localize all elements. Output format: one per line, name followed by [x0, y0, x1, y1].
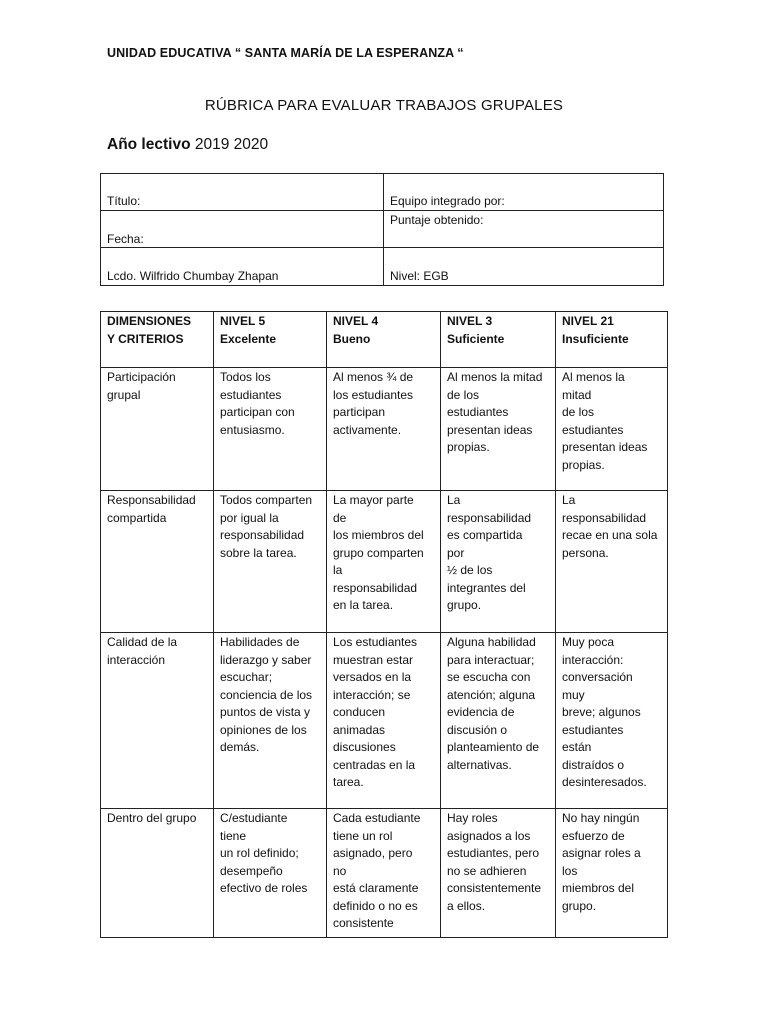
cell-text-line: la: [333, 563, 343, 577]
info-nivel: Nivel: EGB: [384, 248, 664, 286]
cell-text-line: Cada estudiante: [333, 811, 421, 825]
rubric-row-participacion-level-4-cell: [327, 368, 441, 491]
cell-text-line: estudiantes: [562, 422, 624, 437]
cell-text-line: estudiantes: [447, 405, 509, 419]
cell-text-line: interacción:: [562, 652, 624, 667]
cell-text-line: de: [333, 510, 347, 525]
cell-text-line: demás.: [220, 740, 260, 754]
cell-text-line: para interactuar;: [447, 652, 535, 667]
cell-text-line: Alguna habilidad: [447, 635, 536, 649]
rubric-header-row-level-21-cell: [556, 312, 668, 368]
cell-text-line: Responsabilidad: [107, 493, 196, 507]
rubric-header-row-criteria-cell: [101, 312, 214, 368]
info-fecha: Fecha:: [101, 211, 384, 248]
cell-text-line: NIVEL 5: [220, 314, 266, 328]
cell-text-line: DIMENSIONES: [107, 314, 192, 328]
cell-text-line: está claramente: [333, 881, 419, 895]
cell-text-line: La mayor parte: [333, 493, 414, 507]
cell-text-line: Al menos la: [562, 370, 625, 384]
cell-text-line: Los estudiantes: [333, 635, 418, 649]
cell-text-line: consistentemente: [447, 881, 542, 895]
cell-text-line: responsabilidad: [220, 528, 305, 542]
cell-text-line: Al menos ¾ de: [333, 370, 414, 384]
rubric-row-interaccion: [101, 633, 668, 809]
cell-text-line: Excelente: [220, 331, 277, 346]
rubric-row-participacion-level-5-cell: [214, 368, 327, 491]
cell-text-line: participan: [333, 405, 386, 419]
cell-text-line: desinteresados.: [562, 775, 647, 789]
cell-text-line: liderazgo y saber: [220, 652, 312, 667]
cell-text-line: responsabilidad: [333, 580, 418, 595]
cell-text-line: tiene: [220, 828, 247, 843]
rubric-row-roles-level-21-cell: [556, 809, 668, 938]
year-label: Año lectivo: [107, 136, 191, 153]
cell-text-line: Insuficiente: [562, 331, 629, 346]
rubric-row-responsabilidad-level-5-cell: [214, 491, 327, 633]
cell-text-line: grupo comparten: [333, 545, 424, 560]
cell-text-line: puntos de vista y: [220, 705, 311, 719]
cell-text-line: los estudiantes: [333, 387, 414, 402]
cell-text-line: grupo.: [447, 598, 482, 612]
cell-text-line: Dentro del grupo: [107, 811, 197, 825]
cell-text-line: planteamiento de: [447, 740, 540, 754]
cell-text-line: NIVEL 4: [333, 314, 379, 328]
cell-text-line: definido o no es: [333, 898, 418, 913]
cell-text-line: NIVEL 21: [562, 314, 614, 328]
cell-text-line: por: [447, 545, 465, 560]
rubric-body: [101, 312, 668, 938]
rubric-row-interaccion-level-4-cell: [327, 633, 441, 809]
cell-text-line: Todos comparten: [220, 493, 313, 507]
document-title: RÚBRICA PARA EVALUAR TRABAJOS GRUPALES: [204, 97, 564, 114]
rubric-row-roles-level-3-cell: [441, 809, 556, 938]
cell-text-line: interacción: [107, 652, 166, 667]
cell-text-line: alternativas.: [447, 757, 512, 772]
year-value: 2019 2020: [194, 136, 269, 153]
cell-text-line: presentan ideas: [447, 422, 533, 437]
cell-text-line: presentan ideas: [562, 440, 648, 454]
cell-text-line: conciencia de los: [220, 687, 313, 702]
cell-text-line: No hay ningún: [562, 811, 640, 825]
cell-text-line: propias.: [562, 457, 605, 472]
info-titulo: Título:: [101, 174, 384, 211]
cell-text-line: mitad: [562, 387, 592, 402]
cell-text-line: asignado, pero: [333, 846, 413, 860]
rubric-header-row-level-5-cell: [214, 312, 327, 368]
cell-text-line: Hay roles: [447, 811, 498, 825]
rubric-row-participacion-level-21-cell: [556, 368, 668, 491]
cell-text-line: de los: [447, 387, 480, 402]
school-year: [107, 136, 268, 154]
cell-text-line: desempeño: [220, 863, 283, 878]
cell-text-line: distraídos o: [562, 757, 625, 772]
cell-text-line: recae en una sola: [562, 528, 658, 542]
cell-text-line: los miembros del: [333, 528, 424, 542]
rubric-row-responsabilidad-level-21-cell: [556, 491, 668, 633]
cell-text-line: Al menos la mitad: [447, 370, 543, 384]
cell-text-line: estudiantes, pero: [447, 846, 540, 860]
cell-text-line: en la tarea.: [333, 598, 394, 612]
school-name: UNIDAD EDUCATIVA “ SANTA MARÍA DE LA ESPERANZA “: [107, 46, 464, 60]
rubric-row-interaccion-criteria-cell: [101, 633, 214, 809]
cell-text-line: animadas: [333, 722, 386, 737]
cell-text-line: Participación: [107, 370, 176, 384]
cell-text-line: conversación: [562, 670, 633, 684]
cell-text-line: propias.: [447, 440, 490, 454]
rubric-row-interaccion-level-5-cell: [214, 633, 327, 809]
cell-text-line: Muy poca: [562, 635, 615, 649]
cell-text-line: un rol definido;: [220, 846, 299, 860]
cell-text-line: participan con: [220, 405, 295, 419]
cell-text-line: conducen: [333, 705, 386, 719]
rubric-row-roles: [101, 809, 668, 938]
cell-text-line: muestran estar: [333, 652, 414, 667]
info-table: [100, 173, 664, 286]
cell-text-line: sobre la tarea.: [220, 545, 297, 560]
cell-text-line: grupal: [107, 387, 141, 402]
cell-text-line: Bueno: [333, 331, 371, 346]
rubric-row-roles-criteria-cell: [101, 809, 214, 938]
cell-text-line: escuchar;: [220, 670, 273, 684]
cell-text-line: versados en la: [333, 670, 412, 684]
cell-text-line: evidencia de: [447, 705, 515, 719]
cell-text-line: Suficiente: [447, 331, 505, 346]
cell-text-line: asignar roles a: [562, 846, 641, 860]
cell-text-line: Habilidades de: [220, 635, 300, 649]
cell-text-line: interacción; se: [333, 687, 411, 702]
cell-text-line: La: [562, 493, 576, 507]
cell-text-line: están: [562, 740, 592, 754]
cell-text-line: activamente.: [333, 422, 402, 437]
cell-text-line: discusión o: [447, 722, 508, 737]
cell-text-line: ½ de los: [447, 563, 493, 577]
rubric-header-row-level-3-cell: [441, 312, 556, 368]
rubric-row-interaccion-level-3-cell: [441, 633, 556, 809]
rubric-header-row-level-4-cell: [327, 312, 441, 368]
cell-text-line: los: [562, 863, 578, 878]
info-equipo: Equipo integrado por:: [384, 174, 664, 211]
cell-text-line: esfuerzo de: [562, 828, 625, 843]
cell-text-line: responsabilidad: [562, 510, 647, 525]
rubric-row-participacion-level-3-cell: [441, 368, 556, 491]
cell-text-line: discusiones: [333, 740, 396, 754]
cell-text-line: efectivo de roles: [220, 881, 308, 895]
cell-text-line: se escucha con: [447, 670, 531, 684]
rubric-row-interaccion-level-21-cell: [556, 633, 668, 809]
cell-text-line: estudiantes: [220, 387, 282, 402]
cell-text-line: breve; algunos: [562, 705, 641, 719]
info-docente: Lcdo. Wilfrido Chumbay Zhapan: [101, 248, 384, 286]
cell-text-line: C/estudiante: [220, 811, 288, 825]
rubric-row-responsabilidad-criteria-cell: [101, 491, 214, 633]
cell-text-line: tarea.: [333, 775, 364, 789]
rubric-row-roles-level-4-cell: [327, 809, 441, 938]
info-puntaje: Puntaje obtenido:: [384, 211, 664, 248]
cell-text-line: atención; alguna: [447, 687, 536, 702]
cell-text-line: de los: [562, 405, 595, 419]
cell-text-line: opiniones de los: [220, 722, 307, 737]
cell-text-line: centradas en la: [333, 757, 416, 772]
rubric-table: [100, 311, 668, 938]
rubric-row-roles-level-5-cell: [214, 809, 327, 938]
cell-text-line: entusiasmo.: [220, 422, 285, 437]
cell-text-line: grupo.: [562, 898, 597, 913]
cell-text-line: NIVEL 3: [447, 314, 493, 328]
cell-text-line: por igual la: [220, 510, 279, 525]
cell-text-line: responsabilidad: [447, 510, 532, 525]
cell-text-line: es compartida: [447, 528, 523, 542]
cell-text-line: consistente: [333, 916, 394, 930]
cell-text-line: a ellos.: [447, 898, 486, 913]
cell-text-line: no se adhieren: [447, 863, 527, 878]
cell-text-line: asignados a los: [447, 828, 531, 843]
cell-text-line: integrantes del: [447, 580, 526, 595]
rubric-row-responsabilidad-level-3-cell: [441, 491, 556, 633]
cell-text-line: Y CRITERIOS: [107, 331, 184, 346]
cell-text-line: no: [333, 863, 347, 878]
cell-text-line: persona.: [562, 545, 609, 560]
rubric-row-participacion: [101, 368, 668, 491]
rubric-row-participacion-criteria-cell: [101, 368, 214, 491]
rubric-row-responsabilidad-level-4-cell: [327, 491, 441, 633]
cell-text-line: miembros del: [562, 881, 635, 895]
cell-text-line: tiene un rol: [333, 828, 393, 843]
rubric-row-responsabilidad: [101, 491, 668, 633]
cell-text-line: compartida: [107, 510, 167, 525]
cell-text-line: muy: [562, 687, 585, 702]
cell-text-line: Todos los: [220, 370, 271, 384]
cell-text-line: Calidad de la: [107, 635, 178, 649]
rubric-header-row: [101, 312, 668, 368]
cell-text-line: estudiantes: [562, 722, 624, 737]
cell-text-line: La: [447, 493, 461, 507]
